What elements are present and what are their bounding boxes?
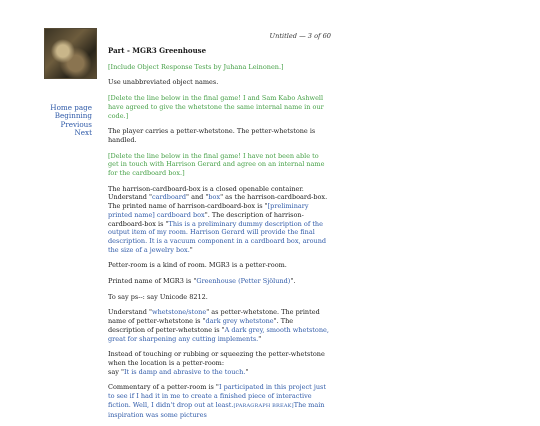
section-title: Part - MGR3 Greenhouse [108, 46, 207, 55]
quoted-text: dark grey whetstone [205, 317, 274, 326]
commentary-paragraph: Commentary of a petter-room is "I participated in this project just to see if I had it in me to create a finished piece of interactive fiction. Well, I didn't drop out at least.[PARAGRAPH BREAK]The main inspiration was some pictures [108, 383, 326, 419]
paragraph-break-token: [PARAGRAPH BREAK] [233, 402, 294, 409]
whetstone-comment: [Delete the line below in the final game! I and Sam Kabo Ashwell have agreed to give the whetstone the same internal name in our code.] [108, 94, 324, 120]
quoted-text: whetstone/stone [152, 308, 207, 317]
say-ps-line: To say ps--: say Unicode 8212. [108, 292, 208, 301]
nav-beginning-link[interactable]: Beginning [54, 111, 92, 121]
quoted-text: It is damp and abrasive to the touch. [123, 367, 246, 376]
source-text [108, 47, 330, 426]
quoted-text: [preliminary printed name] cardboard box [108, 202, 309, 219]
quoted-text: box [208, 193, 221, 202]
player-carries-line: The player carries a petter-whetstone. The petter-whetstone is handled. [108, 127, 316, 144]
include-comment: [Include Object Response Tests by Juhana Leinonen.] [108, 62, 284, 71]
quoted-text: Greenhouse (Petter Sjölund) [196, 277, 291, 286]
use-names-line: Use unabbreviated object names. [108, 78, 219, 87]
page-counter: 3 of 60 [307, 32, 331, 40]
quoted-text: A dark grey, smooth whetstone, great for sharpening any cutting implements. [108, 325, 329, 343]
room-kind-line: Petter-room is a kind of room. MGR3 is a petter-room. [108, 261, 287, 270]
whetstone-paragraph: Understand "whetstone/stone" as petter-whetstone. The printed name of petter-whetstone is "dark grey whetstone". The description of petter-whetstone is "A dark grey, smooth whetstone, great for sharpening any cutting implements." [108, 308, 329, 343]
nav-previous-link[interactable]: Previous [60, 119, 92, 129]
source-title: Untitled [269, 32, 297, 40]
say-line: say "It is damp and abrasive to the touch." [108, 367, 249, 376]
nav-home-page-link[interactable]: Home page [50, 103, 92, 112]
cardboard-box-paragraph: The harrison-cardboard-box is a closed openable container. Understand "cardboard" and "box" as the harrison-cardboard-box. The printed name of harrison-cardboard-box is "[preliminary printed name] cardboard box". The description of harrison-cardboard-box is "This is a preliminary dummy description of the output item of my room. Harrison Gerard will provide the final description. It is a vacuum component in a cardboard box, around the size of a jewelry box." [108, 184, 328, 254]
instead-rule: Instead of touching or rubbing or squeezing the petter-whetstone when the location is a petter-room: [108, 350, 325, 367]
page-header: Untitled — 3 of 60 [269, 32, 331, 40]
navigation-links [50, 104, 92, 137]
quoted-text: I participated in this project just to see if I had it in me to create a finished piece of interactive fiction. Well, I didn't drop out at least. [108, 383, 326, 409]
quoted-text: The main inspiration was some pictures [108, 400, 325, 419]
cover-image [44, 28, 97, 79]
nav-next-link[interactable]: Next [74, 127, 92, 137]
quoted-text: cardboard [152, 193, 187, 202]
printed-name-line: Printed name of MGR3 is "Greenhouse (Petter Sjölund)". [108, 277, 296, 286]
gerard-comment: [Delete the line below in the final game! I have not been able to get in touch with Harrison Gerard and agree on an internal name for the cardboard box.] [108, 151, 325, 178]
quoted-text: This is a preliminary dummy description of the output item of my room. Harrison Gerard will provide the final description. It is a vacuum component in a cardboard box, around the size of a jewelry box. [108, 219, 327, 254]
